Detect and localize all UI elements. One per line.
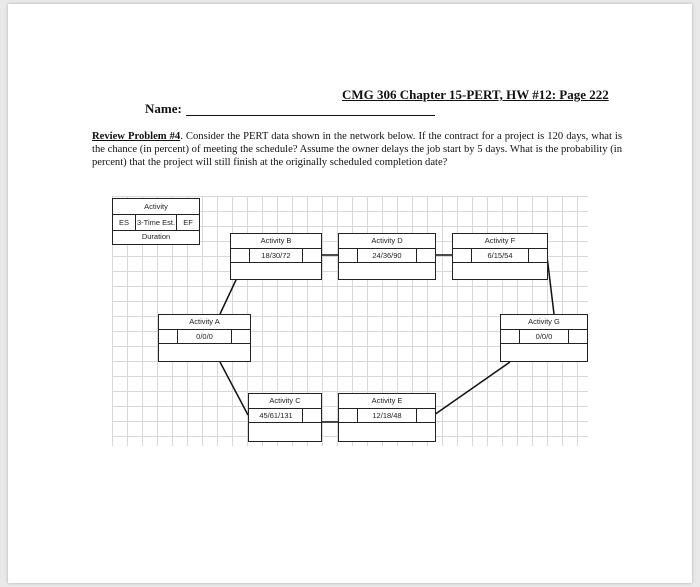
activity-ef-cell bbox=[231, 329, 250, 344]
activity-ef-cell bbox=[302, 248, 321, 263]
connector-e-g bbox=[434, 362, 510, 415]
activity-duration-row bbox=[231, 262, 321, 279]
activity-title: Activity C bbox=[269, 396, 301, 405]
activity-duration-row bbox=[501, 343, 587, 361]
activity-node-f bbox=[452, 233, 548, 280]
activity-es-cell bbox=[453, 248, 472, 263]
activity-title: Activity D bbox=[371, 236, 403, 245]
activity-es-cell bbox=[231, 248, 250, 263]
activity-title: Activity A bbox=[189, 317, 220, 326]
activity-ef-cell bbox=[568, 329, 587, 344]
activity-node-e bbox=[338, 393, 436, 442]
activity-es-cell bbox=[339, 248, 358, 263]
activity-estimate: 18/30/72 bbox=[249, 248, 303, 263]
legend-duration: Duration bbox=[141, 232, 171, 241]
problem-text: . Consider the PERT data shown in the network below. If the contract for a project is 120 days, what is the chance (in percent) of meeting the schedule? Assume the owner delays the job start by 5 days. What is the probability (in percent) that the project will still finish at the originally scheduled completion date? bbox=[92, 131, 622, 168]
page-header: CMG 306 Chapter 15-PERT, HW #12: Page 222 bbox=[342, 87, 609, 102]
activity-es-cell bbox=[159, 329, 178, 344]
activity-es-cell bbox=[339, 408, 358, 423]
activity-duration-row bbox=[339, 262, 435, 279]
activity-ef-cell bbox=[302, 408, 321, 423]
activity-node-a bbox=[158, 314, 251, 362]
activity-duration-row bbox=[339, 422, 435, 441]
activity-node-d bbox=[338, 233, 436, 280]
activity-duration-row bbox=[453, 262, 547, 279]
activity-estimate: 24/36/90 bbox=[357, 248, 417, 263]
activity-duration-row bbox=[159, 343, 250, 361]
activity-title: Activity F bbox=[484, 236, 516, 245]
activity-es-cell bbox=[501, 329, 520, 344]
legend-es: ES bbox=[113, 215, 136, 230]
activity-title: Activity E bbox=[371, 396, 403, 405]
activity-estimate: 0/0/0 bbox=[519, 329, 569, 344]
activity-estimate: 12/18/48 bbox=[357, 408, 417, 423]
activity-ef-cell bbox=[416, 408, 435, 423]
activity-node-c bbox=[248, 393, 322, 442]
activity-estimate: 6/15/54 bbox=[471, 248, 529, 263]
activity-duration-row bbox=[249, 422, 321, 441]
legend-ef: EF bbox=[176, 215, 199, 230]
legend-time-estimate: 3-Time Est. bbox=[136, 218, 176, 227]
legend-box bbox=[112, 198, 200, 245]
activity-title: Activity B bbox=[260, 236, 292, 245]
activity-ef-cell bbox=[528, 248, 547, 263]
activity-node-g bbox=[500, 314, 588, 362]
activity-ef-cell bbox=[416, 248, 435, 263]
pert-network-diagram bbox=[112, 196, 588, 446]
problem-statement bbox=[92, 130, 622, 169]
name-blank-line bbox=[186, 115, 435, 116]
problem-lead: Review Problem #4 bbox=[92, 131, 181, 142]
legend-title: Activity bbox=[144, 202, 168, 211]
activity-node-b bbox=[230, 233, 322, 280]
activity-title: Activity G bbox=[528, 317, 560, 326]
connector-a-c bbox=[220, 362, 248, 415]
activity-estimate: 45/61/131 bbox=[249, 408, 303, 423]
name-label: Name: bbox=[145, 101, 182, 116]
activity-estimate: 0/0/0 bbox=[177, 329, 232, 344]
